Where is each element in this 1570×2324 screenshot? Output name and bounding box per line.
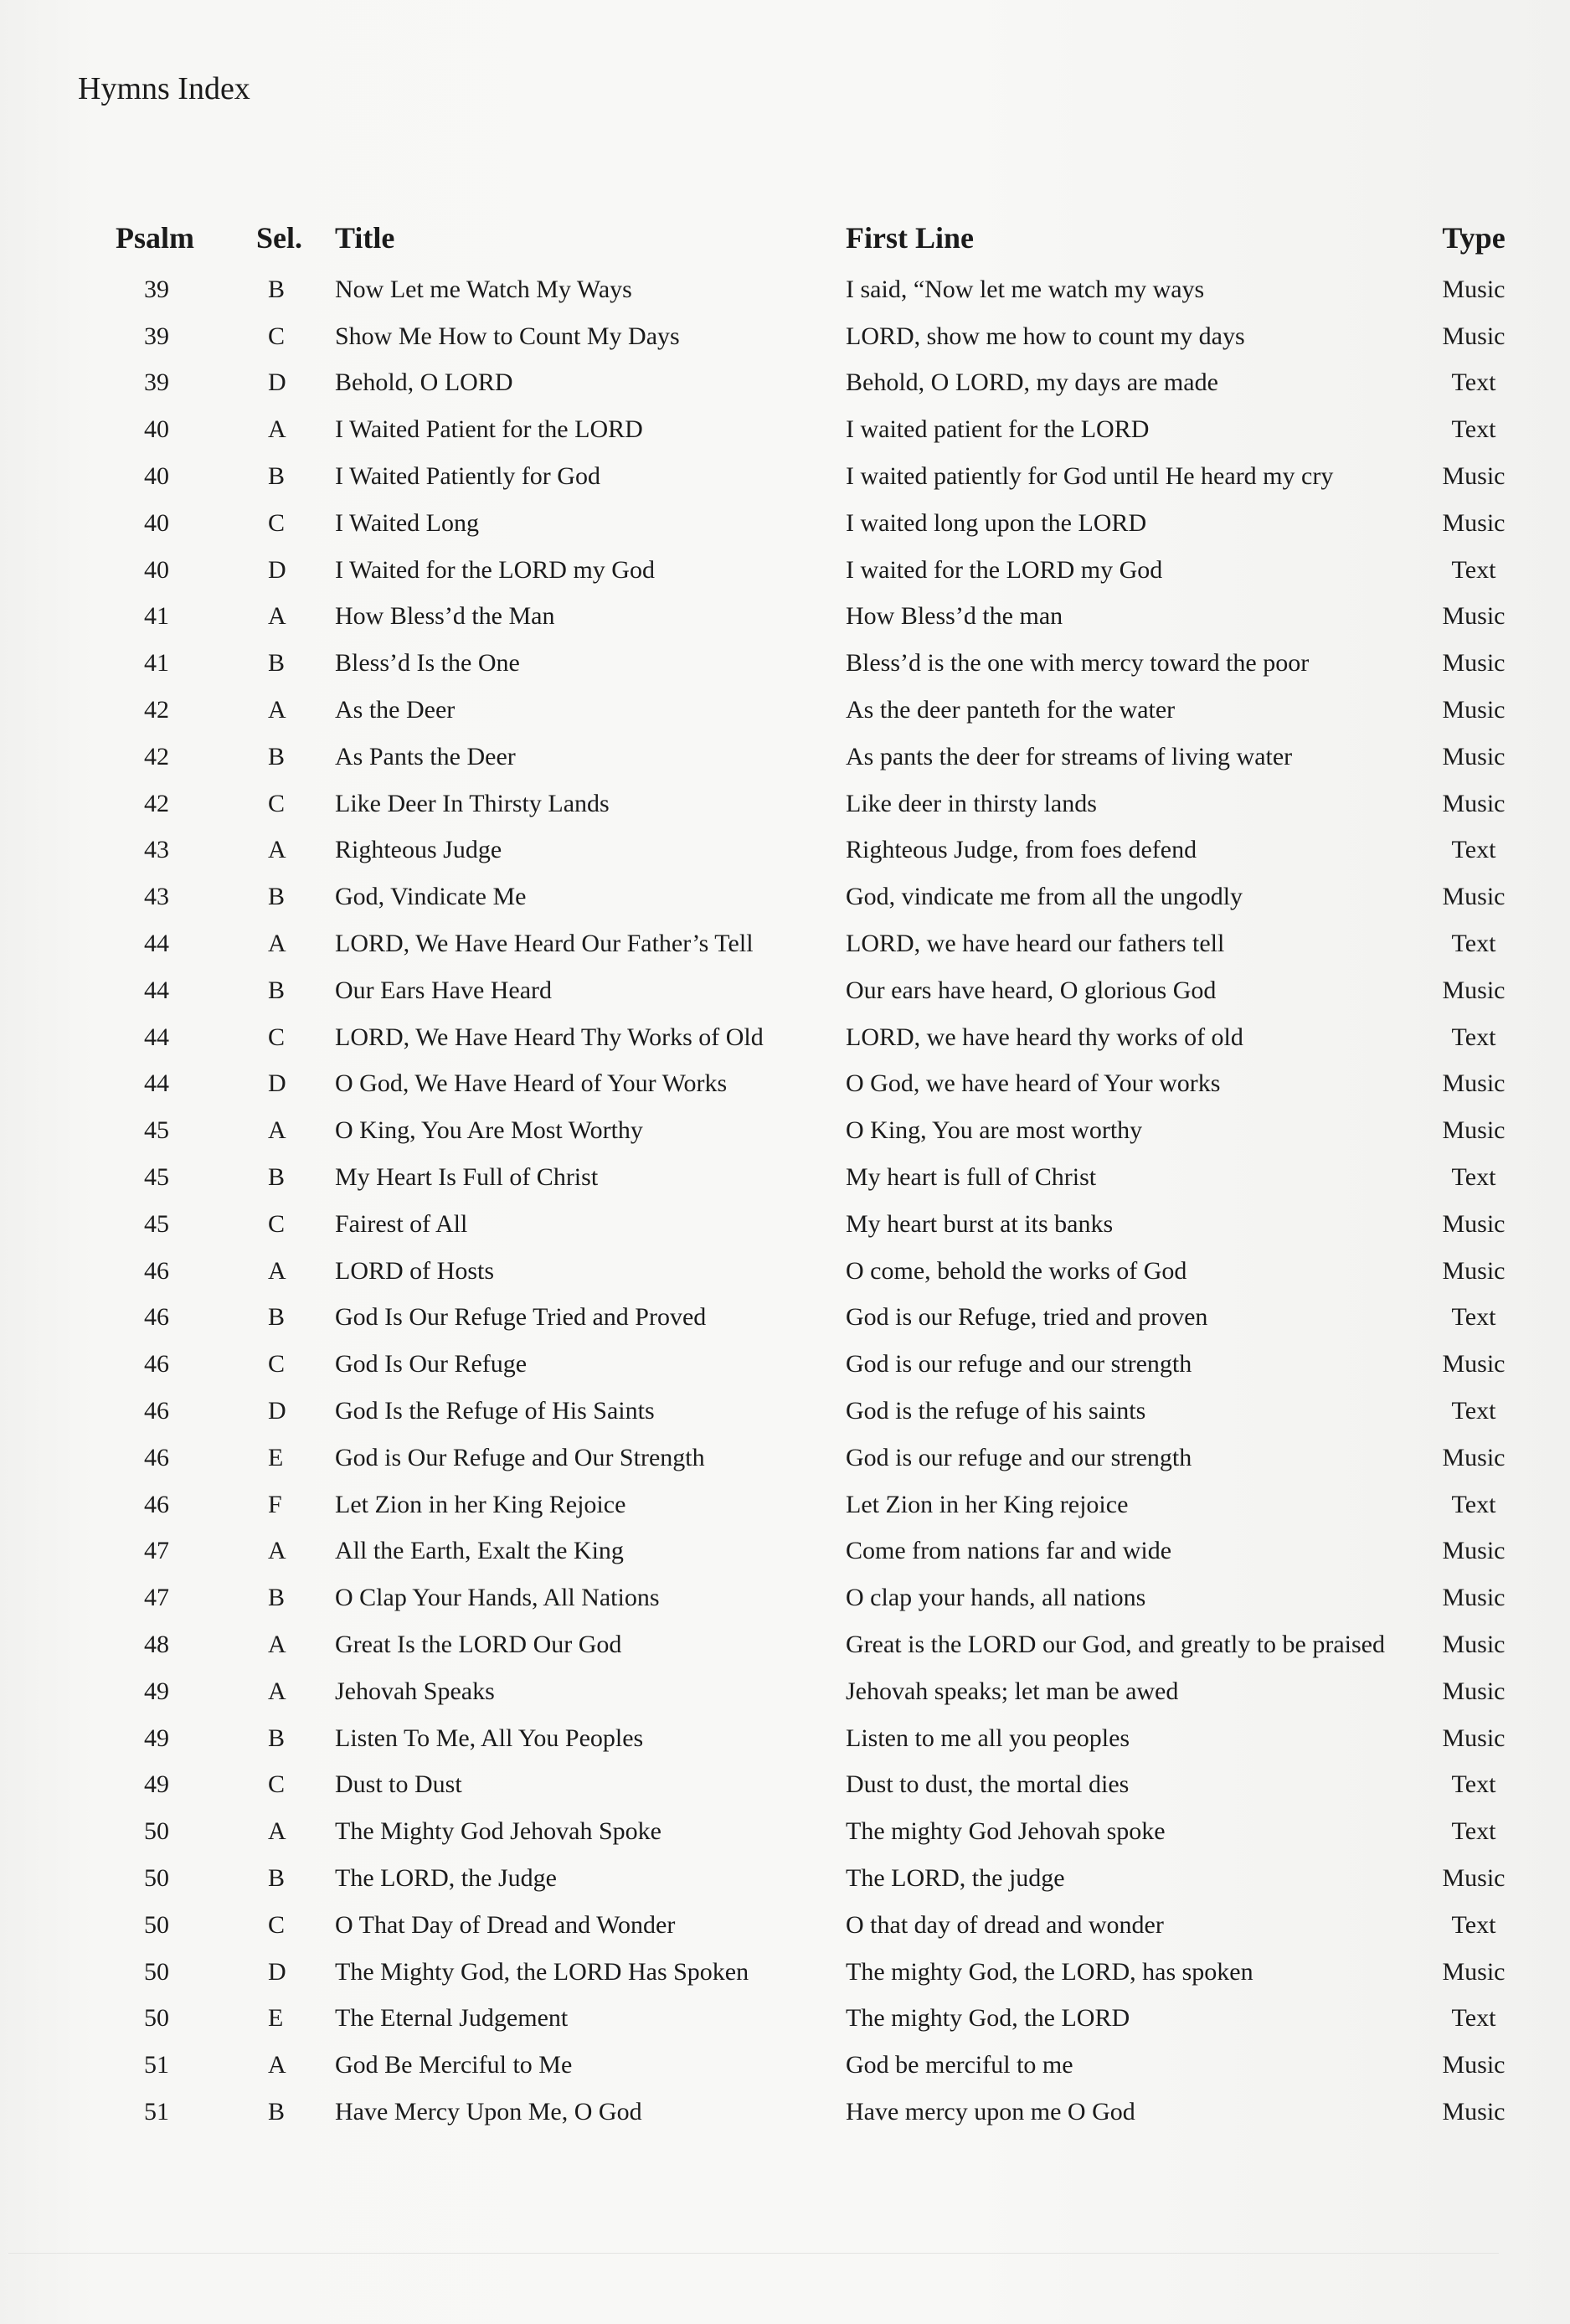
cell-first-line: Listen to me all you peoples [846, 1724, 1130, 1752]
cell-title: The LORD, the Judge [335, 1863, 557, 1892]
cell-first-line: Jehovah speaks; let man be awed [846, 1677, 1179, 1705]
cell-type: Music [1442, 322, 1506, 350]
cell-sel: A [268, 836, 286, 864]
table-row [109, 1762, 1516, 1809]
cell-title: God Is Our Refuge Tried and Proved [335, 1303, 707, 1332]
cell-type: Text [1451, 1817, 1496, 1846]
table-row [109, 827, 1516, 874]
cell-first-line: My heart burst at its banks [846, 1209, 1114, 1238]
cell-title: God is Our Refuge and Our Strength [335, 1443, 705, 1471]
cell-type: Music [1442, 1350, 1506, 1378]
cell-sel: B [268, 976, 286, 1004]
cell-psalm: 43 [144, 883, 169, 911]
table-row [109, 313, 1516, 360]
cell-title: Now Let me Watch My Ways [335, 275, 632, 303]
cell-first-line: How Bless’d the man [846, 602, 1063, 631]
cell-psalm: 41 [144, 649, 169, 678]
cell-type: Text [1451, 1303, 1496, 1332]
cell-sel: B [268, 883, 286, 911]
cell-sel: A [268, 2051, 286, 2079]
column-header-sel: Sel. [256, 221, 303, 255]
cell-type: Text [1451, 1490, 1496, 1518]
cell-type: Text [1451, 930, 1496, 958]
cell-first-line: As the deer panteth for the water [846, 696, 1176, 724]
cell-title: I Waited Patiently for God [335, 462, 600, 491]
table-row [109, 2089, 1516, 2136]
cell-sel: A [268, 1631, 286, 1658]
cell-psalm: 50 [144, 1817, 169, 1846]
cell-psalm: 46 [144, 1443, 169, 1471]
table-row [109, 500, 1516, 547]
cell-first-line: God, vindicate me from all the ungodly [846, 883, 1243, 911]
cell-first-line: The mighty God, the LORD, has spoken [846, 1957, 1253, 1986]
cell-sel: B [268, 1163, 286, 1192]
table-row [109, 453, 1516, 500]
cell-sel: D [268, 368, 286, 397]
cell-psalm: 46 [144, 1490, 169, 1518]
cell-psalm: 50 [144, 2004, 169, 2033]
cell-psalm: 49 [144, 1677, 169, 1705]
column-header-first-line: First Line [846, 221, 974, 255]
table-row [109, 2042, 1516, 2089]
cell-sel: D [268, 1069, 286, 1098]
cell-sel: C [268, 322, 286, 350]
cell-psalm: 44 [144, 1023, 169, 1051]
table-row [109, 734, 1516, 781]
cell-sel: B [268, 742, 286, 770]
cell-type: Music [1442, 1537, 1506, 1565]
cell-type: Music [1442, 1256, 1506, 1285]
cell-psalm: 44 [144, 930, 169, 958]
cell-type: Music [1442, 602, 1506, 631]
table-row [109, 594, 1516, 641]
cell-psalm: 42 [144, 742, 169, 770]
cell-sel: A [268, 930, 286, 958]
header-row [109, 209, 1516, 266]
cell-first-line: I waited long upon the LORD [846, 508, 1147, 537]
cell-psalm: 40 [144, 508, 169, 537]
cell-psalm: 50 [144, 1863, 169, 1892]
cell-first-line: LORD, we have heard our fathers tell [846, 930, 1225, 958]
cell-sel: C [268, 1350, 286, 1378]
cell-title: As the Deer [335, 696, 456, 724]
table-row [109, 1574, 1516, 1621]
cell-type: Music [1442, 789, 1506, 817]
table-row [109, 1715, 1516, 1762]
cell-type: Music [1442, 742, 1506, 770]
cell-first-line: O God, we have heard of Your works [846, 1069, 1221, 1098]
table-row [109, 1295, 1516, 1342]
cell-first-line: O come, behold the works of God [846, 1256, 1187, 1285]
cell-psalm: 48 [144, 1631, 169, 1658]
table-row [109, 1014, 1516, 1061]
cell-sel: A [268, 1116, 286, 1145]
cell-psalm: 47 [144, 1537, 169, 1565]
table-body [109, 266, 1516, 2136]
cell-title: Righteous Judge [335, 836, 502, 864]
cell-psalm: 47 [144, 1584, 169, 1612]
cell-psalm: 43 [144, 836, 169, 864]
cell-type: Music [1442, 1631, 1506, 1658]
cell-type: Music [1442, 1209, 1506, 1238]
cell-psalm: 49 [144, 1770, 169, 1799]
cell-type: Music [1442, 976, 1506, 1004]
cell-first-line: LORD, show me how to count my days [846, 322, 1245, 350]
cell-sel: A [268, 1256, 286, 1285]
cell-title: Jehovah Speaks [335, 1677, 495, 1705]
cell-first-line: LORD, we have heard thy works of old [846, 1023, 1243, 1051]
cell-psalm: 41 [144, 602, 169, 631]
cell-first-line: Great is the LORD our God, and greatly to be praised [846, 1631, 1385, 1658]
cell-first-line: God be merciful to me [846, 2051, 1073, 2079]
cell-sel: B [268, 275, 286, 303]
cell-type: Music [1442, 1863, 1506, 1892]
cell-first-line: O clap your hands, all nations [846, 1584, 1146, 1612]
cell-title: I Waited for the LORD my God [335, 555, 655, 584]
table-row [109, 781, 1516, 827]
cell-sel: B [268, 1303, 286, 1332]
cell-first-line: God is our Refuge, tried and proven [846, 1303, 1208, 1332]
cell-title: LORD of Hosts [335, 1256, 495, 1285]
cell-sel: B [268, 1863, 286, 1892]
cell-first-line: Bless’d is the one with mercy toward the poor [846, 649, 1310, 678]
table-row [109, 920, 1516, 967]
cell-sel: D [268, 1397, 286, 1425]
cell-sel: A [268, 1817, 286, 1846]
cell-first-line: Have mercy upon me O God [846, 2097, 1135, 2126]
cell-type: Music [1442, 1069, 1506, 1098]
cell-type: Music [1442, 1443, 1506, 1471]
cell-first-line: Righteous Judge, from foes defend [846, 836, 1197, 864]
cell-type: Music [1442, 1677, 1506, 1705]
table-row [109, 1528, 1516, 1575]
cell-psalm: 44 [144, 1069, 169, 1098]
cell-type: Text [1451, 415, 1496, 444]
cell-psalm: 39 [144, 368, 169, 397]
cell-sel: A [268, 602, 286, 631]
cell-sel: B [268, 462, 286, 491]
cell-first-line: O King, You are most worthy [846, 1116, 1143, 1145]
cell-type: Text [1451, 1770, 1496, 1799]
cell-title: The Mighty God Jehovah Spoke [335, 1817, 661, 1846]
cell-title: God Is Our Refuge [335, 1350, 528, 1378]
cell-title: I Waited Long [335, 508, 479, 537]
cell-first-line: Behold, O LORD, my days are made [846, 368, 1218, 397]
table-row [109, 687, 1516, 734]
cell-psalm: 42 [144, 696, 169, 724]
cell-sel: C [268, 1770, 286, 1799]
cell-sel: C [268, 1209, 286, 1238]
cell-sel: C [268, 789, 286, 817]
cell-type: Text [1451, 836, 1496, 864]
cell-type: Text [1451, 1023, 1496, 1051]
cell-sel: E [268, 1443, 284, 1471]
table-row [109, 1995, 1516, 2042]
cell-type: Music [1442, 1584, 1506, 1612]
cell-first-line: O that day of dread and wonder [846, 1910, 1164, 1939]
cell-type: Music [1442, 2097, 1506, 2126]
cell-first-line: I waited for the LORD my God [846, 555, 1163, 584]
cell-sel: F [268, 1490, 282, 1518]
cell-type: Music [1442, 508, 1506, 537]
cell-type: Music [1442, 883, 1506, 911]
cell-psalm: 46 [144, 1397, 169, 1425]
table-row [109, 1855, 1516, 1902]
cell-type: Music [1442, 275, 1506, 303]
cell-first-line: Let Zion in her King rejoice [846, 1490, 1129, 1518]
table-row [109, 1481, 1516, 1528]
cell-title: Show Me How to Count My Days [335, 322, 680, 350]
cell-title: The Mighty God, the LORD Has Spoken [335, 1957, 749, 1986]
cell-psalm: 46 [144, 1350, 169, 1378]
table-row [109, 1201, 1516, 1248]
cell-psalm: 51 [144, 2051, 169, 2079]
cell-type: Text [1451, 368, 1496, 397]
cell-title: Fairest of All [335, 1209, 468, 1238]
cell-first-line: The mighty God Jehovah spoke [846, 1817, 1166, 1846]
cell-type: Music [1442, 1957, 1506, 1986]
column-header-type: Type [1442, 221, 1506, 255]
table-row [109, 1154, 1516, 1201]
table-row [109, 406, 1516, 453]
hymns-index-table [109, 209, 1516, 2136]
table-row [109, 1107, 1516, 1154]
cell-sel: B [268, 1724, 286, 1752]
cell-first-line: I waited patient for the LORD [846, 415, 1150, 444]
cell-psalm: 49 [144, 1724, 169, 1752]
cell-sel: B [268, 2097, 286, 2126]
cell-type: Text [1451, 1910, 1496, 1939]
cell-type: Music [1442, 1116, 1506, 1145]
cell-sel: A [268, 1677, 286, 1705]
cell-title: Behold, O LORD [335, 368, 513, 397]
cell-sel: A [268, 1537, 286, 1565]
page-title: Hymns Index [78, 71, 250, 106]
cell-psalm: 44 [144, 976, 169, 1004]
cell-title: God, Vindicate Me [335, 883, 527, 911]
page-bottom-edge [8, 2253, 1499, 2254]
cell-psalm: 50 [144, 1910, 169, 1939]
cell-type: Music [1442, 649, 1506, 678]
cell-psalm: 40 [144, 415, 169, 444]
cell-psalm: 45 [144, 1163, 169, 1192]
table-row [109, 873, 1516, 920]
cell-title: God Is the Refuge of His Saints [335, 1397, 655, 1425]
cell-first-line: Our ears have heard, O glorious God [846, 976, 1217, 1004]
cell-first-line: I waited patiently for God until He heard my cry [846, 462, 1334, 491]
cell-title: Let Zion in her King Rejoice [335, 1490, 626, 1518]
cell-title: God Be Merciful to Me [335, 2051, 573, 2079]
cell-psalm: 39 [144, 275, 169, 303]
table-row [109, 547, 1516, 594]
cell-type: Text [1451, 1397, 1496, 1425]
table-row [109, 1808, 1516, 1855]
cell-type: Text [1451, 555, 1496, 584]
cell-psalm: 40 [144, 555, 169, 584]
table-row [109, 1621, 1516, 1668]
cell-title: As Pants the Deer [335, 742, 516, 770]
cell-first-line: As pants the deer for streams of living water [846, 742, 1293, 770]
cell-title: LORD, We Have Heard Our Father’s Tell [335, 930, 754, 958]
cell-title: O That Day of Dread and Wonder [335, 1910, 676, 1939]
cell-title: How Bless’d the Man [335, 602, 555, 631]
cell-psalm: 50 [144, 1957, 169, 1986]
table-row [109, 266, 1516, 313]
column-header-psalm: Psalm [116, 221, 194, 255]
cell-title: Dust to Dust [335, 1770, 462, 1799]
cell-title: O King, You Are Most Worthy [335, 1116, 643, 1145]
cell-title: The Eternal Judgement [335, 2004, 569, 2033]
cell-psalm: 46 [144, 1303, 169, 1332]
table-row [109, 1061, 1516, 1108]
table-row [109, 640, 1516, 687]
cell-first-line: God is our refuge and our strength [846, 1443, 1192, 1471]
cell-sel: B [268, 1584, 286, 1612]
cell-title: My Heart Is Full of Christ [335, 1163, 599, 1192]
cell-sel: C [268, 1910, 286, 1939]
cell-first-line: The mighty God, the LORD [846, 2004, 1130, 2033]
cell-title: All the Earth, Exalt the King [335, 1537, 624, 1565]
cell-type: Music [1442, 2051, 1506, 2079]
cell-title: O Clap Your Hands, All Nations [335, 1584, 660, 1612]
cell-psalm: 46 [144, 1256, 169, 1285]
table-row [109, 1949, 1516, 1996]
cell-type: Music [1442, 696, 1506, 724]
table-row [109, 1341, 1516, 1388]
cell-sel: D [268, 555, 286, 584]
cell-first-line: My heart is full of Christ [846, 1163, 1097, 1192]
cell-psalm: 45 [144, 1209, 169, 1238]
column-header-title: Title [335, 221, 395, 255]
table-row [109, 1388, 1516, 1435]
cell-first-line: Dust to dust, the mortal dies [846, 1770, 1130, 1799]
cell-first-line: Like deer in thirsty lands [846, 789, 1097, 817]
cell-sel: A [268, 415, 286, 444]
cell-title: Bless’d Is the One [335, 649, 520, 678]
table-row [109, 1902, 1516, 1949]
cell-sel: D [268, 1957, 286, 1986]
cell-sel: C [268, 508, 286, 537]
cell-title: O God, We Have Heard of Your Works [335, 1069, 728, 1098]
cell-first-line: The LORD, the judge [846, 1863, 1065, 1892]
cell-sel: B [268, 649, 286, 678]
table-row [109, 967, 1516, 1014]
cell-first-line: God is the refuge of his saints [846, 1397, 1146, 1425]
cell-type: Music [1442, 1724, 1506, 1752]
cell-first-line: Come from nations far and wide [846, 1537, 1172, 1565]
cell-title: Have Mercy Upon Me, O God [335, 2097, 642, 2126]
cell-title: Listen To Me, All You Peoples [335, 1724, 644, 1752]
table-row [109, 360, 1516, 407]
table-header [109, 209, 1516, 266]
cell-sel: A [268, 696, 286, 724]
cell-type: Text [1451, 1163, 1496, 1192]
table-row [109, 1668, 1516, 1715]
cell-sel: E [268, 2004, 284, 2033]
cell-psalm: 51 [144, 2097, 169, 2126]
cell-psalm: 39 [144, 322, 169, 350]
cell-title: I Waited Patient for the LORD [335, 415, 643, 444]
cell-first-line: I said, “Now let me watch my ways [846, 275, 1205, 303]
cell-first-line: God is our refuge and our strength [846, 1350, 1192, 1378]
table-row [109, 1435, 1516, 1481]
cell-type: Music [1442, 462, 1506, 491]
cell-psalm: 45 [144, 1116, 169, 1145]
cell-sel: C [268, 1023, 286, 1051]
cell-title: Like Deer In Thirsty Lands [335, 789, 610, 817]
cell-type: Text [1451, 2004, 1496, 2033]
cell-title: Our Ears Have Heard [335, 976, 553, 1004]
cell-title: LORD, We Have Heard Thy Works of Old [335, 1023, 764, 1051]
cell-title: Great Is the LORD Our God [335, 1631, 622, 1658]
cell-psalm: 40 [144, 462, 169, 491]
table-row [109, 1248, 1516, 1295]
cell-psalm: 42 [144, 789, 169, 817]
